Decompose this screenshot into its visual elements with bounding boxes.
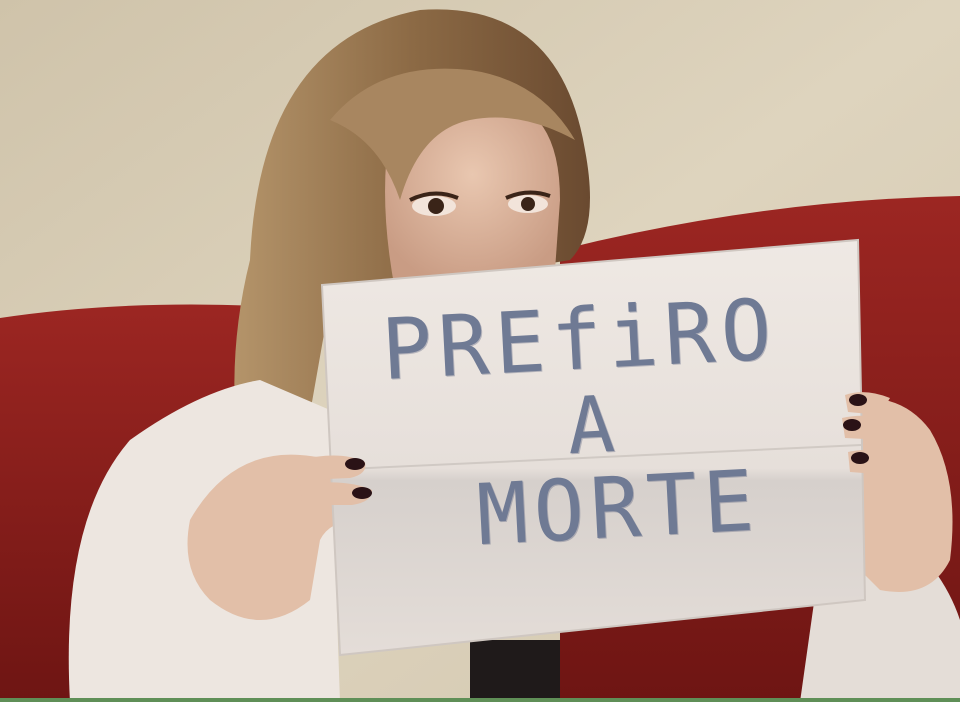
- sign-line-2: A: [565, 379, 623, 473]
- sign-line-3: MORTE: [474, 451, 763, 565]
- sign-line-1: PREfiRO: [379, 280, 780, 399]
- sign-text: [320, 241, 869, 648]
